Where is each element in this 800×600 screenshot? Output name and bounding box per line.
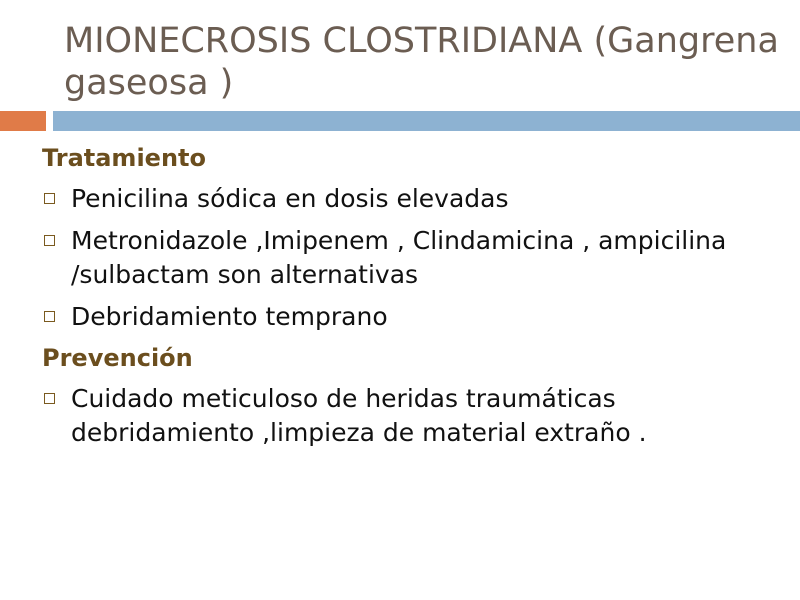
bullet-text: Cuidado meticuloso de heridas traumáticas debridamiento ,limpieza de material extraño . [71,384,647,447]
bullet-item [42,224,782,292]
title-accent-bar-orange [0,111,46,131]
square-bullet-icon [44,311,55,322]
bullet-text: Metronidazole ,Imipenem , Clindamicina , ampicilina /sulbactam son alternativas [71,226,727,289]
bullet-item [42,300,782,334]
square-bullet-icon [44,235,55,246]
square-bullet-icon [44,393,55,404]
slide-title: MIONECROSIS CLOSTRIDIANA (Gangrena gaseosa ) [64,21,779,103]
slide-content [42,142,782,458]
bullet-text: Penicilina sódica en dosis elevadas [71,184,509,213]
bullet-item [42,182,782,216]
section-heading-prevencion: Prevención [42,344,193,372]
bullet-item [42,382,782,450]
bullet-text: Debridamiento temprano [71,302,388,331]
title-accent-bar-blue [53,111,800,131]
section-heading-tratamiento: Tratamiento [42,144,206,172]
square-bullet-icon [44,193,55,204]
